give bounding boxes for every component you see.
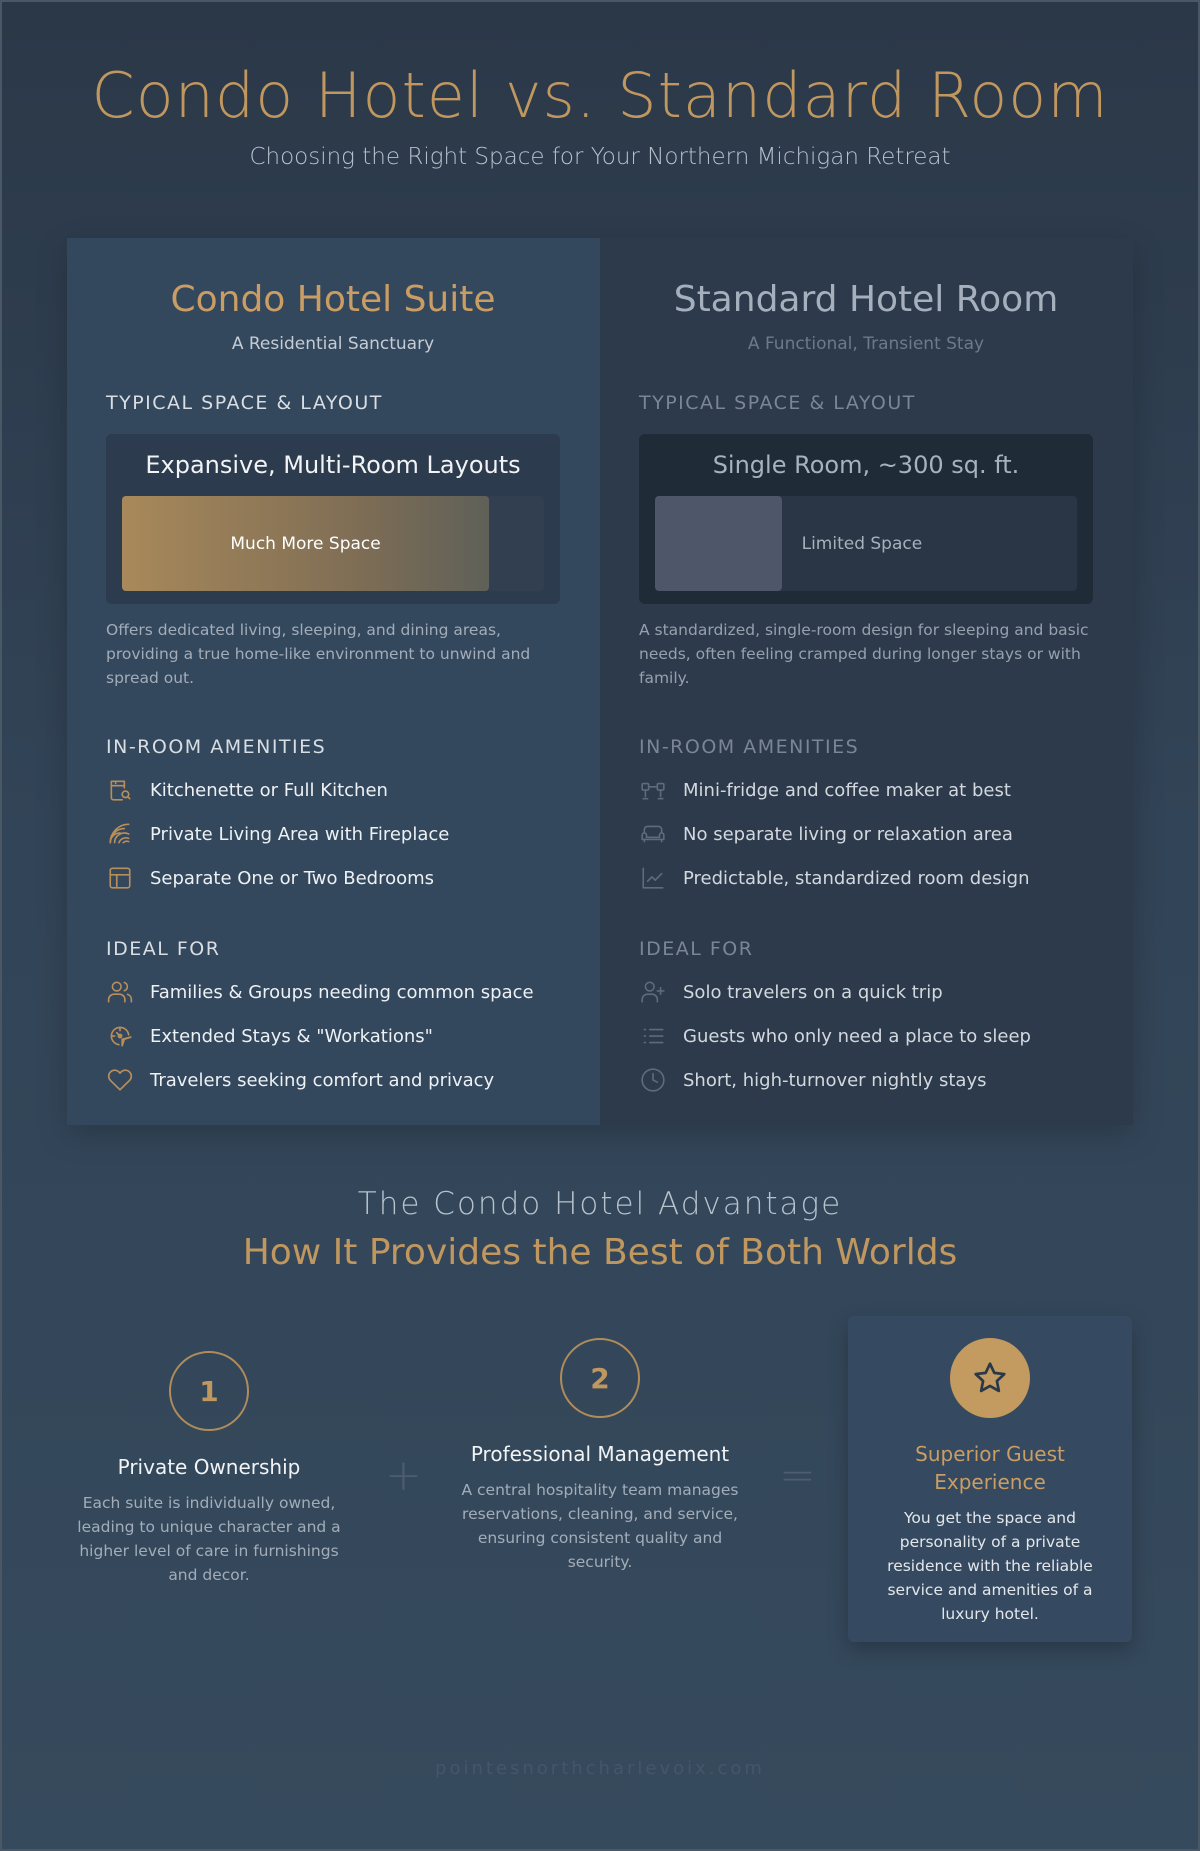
condo-ideal-list	[106, 970, 560, 1102]
list-item-label: Travelers seeking comfort and privacy	[150, 1069, 495, 1091]
list-item-label: Families & Groups needing common space	[150, 981, 534, 1003]
condo-space-label: Much More Space	[230, 533, 381, 554]
standard-layout-heading: TYPICAL SPACE & LAYOUT	[639, 392, 916, 414]
step-number-badge: 2	[560, 1338, 640, 1418]
advantage-pre-title: The Condo Hotel Advantage	[357, 1186, 843, 1222]
user-plus-icon	[639, 978, 667, 1006]
list-item-label: Predictable, standardized room design	[683, 867, 1030, 889]
standard-space-label: Limited Space	[801, 533, 923, 554]
page-title: Condo Hotel vs. Standard Room	[91, 59, 1109, 132]
step-superior-experience	[848, 1316, 1132, 1642]
condo-ideal-heading: IDEAL FOR	[106, 938, 221, 960]
star-badge	[950, 1338, 1030, 1418]
clock-icon	[639, 1066, 667, 1094]
list-item	[106, 970, 560, 1014]
layout-icon	[106, 864, 134, 892]
condo-subtitle: A Residential Sanctuary	[231, 334, 435, 354]
list-item-label: Mini-fridge and coffee maker at best	[683, 779, 1011, 801]
list-item	[639, 812, 1093, 856]
standard-subtitle: A Functional, Transient Stay	[747, 334, 985, 354]
condo-amenities-list	[106, 768, 560, 900]
condo-column	[67, 238, 600, 1125]
condo-title: Condo Hotel Suite	[170, 279, 496, 320]
standard-ideal-heading: IDEAL FOR	[639, 938, 754, 960]
step-desc: You get the space and personality of a private residence with the reliable service and amenities of a luxury hotel.	[887, 1509, 1093, 1623]
kitchen-icon	[106, 776, 134, 804]
standard-amenities-heading: IN-ROOM AMENITIES	[639, 736, 860, 758]
list-item	[106, 768, 560, 812]
sofa-icon	[639, 820, 667, 848]
list-item-label: Guests who only need a place to sleep	[683, 1025, 1031, 1047]
star-icon	[972, 1360, 1008, 1396]
list-item	[106, 1014, 560, 1058]
list-item-label: Private Living Area with Fireplace	[150, 823, 450, 845]
step-private-ownership	[67, 1351, 351, 1587]
advantage-header	[0, 1186, 1200, 1273]
fireplace-icon	[106, 820, 134, 848]
list-item	[639, 1014, 1093, 1058]
list-item-label: Extended Stays & "Workations"	[150, 1025, 433, 1047]
advantage-title: How It Provides the Best of Both Worlds	[242, 1232, 958, 1273]
list-item	[639, 1058, 1093, 1102]
step-desc: Each suite is individually owned, leading to unique character and a higher level of care in furnishings and decor.	[77, 1494, 341, 1584]
step-desc: A central hospitality team manages reservations, cleaning, and service, ensuring consistent quality and security.	[461, 1481, 739, 1571]
list-item-label: Separate One or Two Bedrooms	[150, 867, 435, 889]
standard-ideal-list	[639, 970, 1093, 1102]
condo-layout-desc: Offers dedicated living, sleeping, and dining areas, providing a true home-like environment to unwind and spread out.	[106, 621, 531, 687]
workation-icon	[106, 1022, 134, 1050]
list-item-label: Kitchenette or Full Kitchen	[150, 779, 388, 801]
step-title: Professional Management	[470, 1442, 730, 1466]
list-item	[639, 856, 1093, 900]
list-item	[639, 970, 1093, 1014]
chart-icon	[639, 864, 667, 892]
equals-operator: =	[779, 1450, 816, 1501]
list-item-label: Solo travelers on a quick trip	[683, 981, 943, 1003]
list-icon	[639, 1022, 667, 1050]
condo-layout-heading: TYPICAL SPACE & LAYOUT	[106, 392, 383, 414]
step-professional-management	[458, 1338, 742, 1574]
condo-space-bar	[122, 496, 544, 591]
page-subtitle: Choosing the Right Space for Your Northern Michigan Retreat	[249, 144, 951, 170]
standard-amenities-list	[639, 768, 1093, 900]
condo-amenities-heading: IN-ROOM AMENITIES	[106, 736, 327, 758]
page-header	[0, 58, 1200, 170]
fridge-icon	[639, 776, 667, 804]
step-number-badge: 1	[169, 1351, 249, 1431]
step-title: Superior Guest Experience	[915, 1442, 1065, 1494]
list-item	[639, 768, 1093, 812]
advantage-steps	[67, 1316, 1133, 1642]
footer-url: pointesnorthcharlevoix.com	[435, 1758, 765, 1779]
condo-space-box	[106, 434, 560, 604]
standard-column	[600, 238, 1133, 1125]
standard-layout-title: Single Room, ~300 sq. ft.	[712, 451, 1020, 479]
users-icon	[106, 978, 134, 1006]
standard-title: Standard Hotel Room	[673, 279, 1059, 320]
list-item-label: Short, high-turnover nightly stays	[683, 1069, 987, 1091]
plus-operator: +	[385, 1450, 422, 1501]
step-title: Private Ownership	[117, 1455, 301, 1479]
list-item	[106, 856, 560, 900]
standard-space-bar	[655, 496, 1077, 591]
list-item	[106, 1058, 560, 1102]
list-item	[106, 812, 560, 856]
standard-layout-desc: A standardized, single-room design for sleeping and basic needs, often feeling cramped during longer stays or with family.	[639, 621, 1089, 687]
comparison-panel	[67, 238, 1133, 1125]
condo-space-fill	[122, 496, 489, 591]
standard-space-box	[639, 434, 1093, 604]
standard-space-fill	[655, 496, 782, 591]
list-item-label: No separate living or relaxation area	[683, 823, 1013, 845]
condo-layout-title: Expansive, Multi-Room Layouts	[145, 451, 521, 479]
heart-icon	[106, 1066, 134, 1094]
